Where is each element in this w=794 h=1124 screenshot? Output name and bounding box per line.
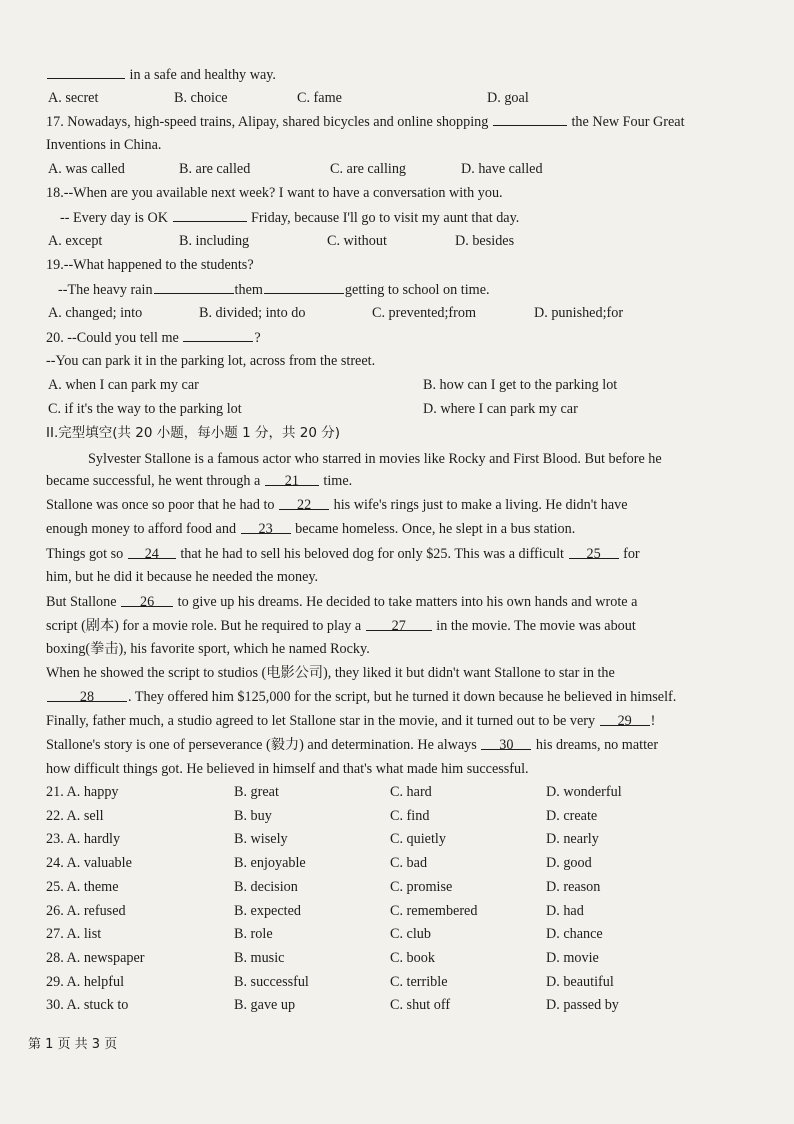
q16-options [46, 89, 754, 107]
option-row-21 [46, 783, 754, 801]
option-c: C. if it's the way to the parking lot [48, 401, 242, 417]
blank-number: 25 [586, 546, 601, 562]
option-a: 23. A. hardly [46, 831, 121, 848]
option-c: C. promise [390, 878, 453, 895]
option-c: C. find [390, 807, 430, 824]
option-a: 29. A. helpful [46, 973, 125, 990]
passage-text: time. [323, 473, 353, 489]
blank-number: 27 [391, 618, 406, 634]
q20-options-cd [46, 400, 754, 418]
passage-line [46, 712, 754, 730]
blank-number: 28 [79, 689, 95, 705]
q17-text-post: the New Four Great [571, 114, 685, 130]
blank-21 [265, 472, 319, 489]
q17-text-line2: Inventions in China. [46, 137, 162, 153]
option-d: D. chance [546, 926, 603, 943]
q17-text: 17. Nowadays, high-speed trains, Alipay, shared bicycles and online shopping [46, 114, 489, 130]
q19-line2 [58, 280, 754, 299]
option-b: B. gave up [234, 997, 296, 1014]
option-b: B. wisely [234, 831, 288, 848]
option-c: C. book [390, 949, 435, 966]
blank-25 [569, 545, 619, 562]
passage-text: enough money to afford food and [46, 521, 237, 537]
option-c: C. hard [390, 784, 432, 800]
passage-text: for [623, 546, 640, 562]
q20-text: 20. --Could you tell me [46, 330, 179, 346]
answer-blank [493, 112, 567, 126]
q19-text-post: getting to school on time. [344, 282, 490, 298]
passage-text: Stallone was once so poor that he had to [46, 497, 275, 513]
q20-text-line2: --You can park it in the parking lot, across from the street. [46, 353, 376, 369]
passage-text: in the movie. The movie was about [436, 618, 636, 634]
passage-line: how difficult things got. He believed in himself and that's what made him successful. [46, 761, 529, 777]
passage-line: boxing(拳击), his favorite sport, which he named Rocky. [46, 641, 370, 657]
passage-line [46, 520, 754, 538]
q18-line2 [60, 208, 754, 227]
option-row-25 [46, 878, 754, 896]
option-d: D. punished;for [534, 305, 624, 321]
blank-22 [279, 496, 329, 513]
blank-number: 30 [499, 737, 514, 753]
answer-blank [264, 280, 344, 294]
option-d: D. passed by [546, 997, 619, 1014]
option-d: D. create [546, 807, 598, 824]
option-b: B. expected [234, 902, 301, 919]
option-d: D. besides [455, 233, 515, 249]
option-row-30 [46, 996, 754, 1014]
option-d: D. reason [546, 878, 601, 895]
option-b: B. role [234, 926, 273, 943]
option-b: B. buy [234, 807, 272, 824]
passage-line [46, 472, 754, 490]
blank-26 [121, 593, 173, 610]
option-a: 27. A. list [46, 926, 102, 943]
option-d: D. where I can park my car [423, 401, 578, 417]
blank-29 [600, 712, 650, 729]
option-a: A. except [48, 233, 103, 249]
passage-text: But Stallone [46, 594, 117, 610]
q19-text-pre: --The heavy rain [58, 282, 153, 298]
q18-text-post: Friday, because I'll go to visit my aunt that day. [251, 210, 520, 226]
blank-23 [241, 520, 291, 537]
q16-stem [46, 65, 754, 84]
q16-text: in a safe and healthy way. [129, 67, 276, 83]
q19-text-mid: them [234, 282, 263, 298]
passage-line [46, 617, 754, 635]
page-footer: 第 1 页 共 3 页 [28, 1037, 118, 1052]
passage-text: to give up his dreams. He decided to take matters into his own hands and wrote a [177, 594, 638, 610]
option-a: 24. A. valuable [46, 855, 132, 872]
passage-line [46, 688, 754, 706]
q17-options [46, 160, 754, 178]
option-a: A. changed; into [48, 305, 143, 321]
answer-blank [47, 65, 125, 79]
passage-text: Stallone's story is one of perseverance (毅力) and determination. He always [46, 737, 477, 753]
option-a: 26. A. refused [46, 902, 126, 919]
option-a: A. secret [48, 90, 99, 106]
option-c: C. quietly [390, 831, 446, 848]
option-c: C. bad [390, 855, 428, 872]
q17-stem [46, 112, 754, 131]
option-d: D. wonderful [546, 784, 622, 800]
blank-number: 23 [258, 521, 273, 537]
option-a: 22. A. sell [46, 807, 104, 824]
passage-text: Finally, father much, a studio agreed to let Stallone star in the movie, and it turned out to be very [46, 713, 596, 729]
passage-line: him, but he did it because he needed the money. [46, 569, 319, 585]
passage-text: his dreams, no matter [535, 737, 659, 753]
option-c: C. without [327, 233, 387, 249]
option-c: C. remembered [390, 902, 478, 919]
option-a: 28. A. newspaper [46, 949, 145, 966]
option-row-22 [46, 807, 754, 825]
blank-number: 29 [617, 713, 632, 729]
option-c: C. club [390, 926, 431, 943]
option-a: 30. A. stuck to [46, 997, 129, 1014]
passage-text: Things got so [46, 546, 124, 562]
option-row-28 [46, 949, 754, 967]
passage-line [46, 496, 754, 514]
passage-text: . They offered him $125,000 for the script, but he turned it down because he believed in himself. [128, 689, 677, 705]
section-heading: II.完型填空(共 20 小题，每小题 1 分，共 20 分) [46, 425, 340, 441]
option-b: B. including [179, 233, 250, 249]
passage-text: became homeless. Once, he slept in a bus station. [295, 521, 576, 537]
option-b: B. decision [234, 878, 298, 895]
answer-blank [173, 208, 247, 222]
blank-30 [481, 736, 531, 753]
option-c: C. fame [297, 90, 342, 106]
blank-28 [47, 688, 127, 705]
option-row-29 [46, 973, 754, 991]
option-a: 25. A. theme [46, 878, 119, 895]
option-c: C. shut off [390, 997, 451, 1014]
option-row-26 [46, 902, 754, 920]
option-d: D. goal [487, 90, 529, 106]
option-b: B. successful [234, 973, 309, 990]
passage-text: script (剧本) for a movie role. But he required to play a [46, 618, 362, 634]
option-row-23 [46, 830, 754, 848]
option-b: B. great [234, 784, 279, 800]
option-b: B. how can I get to the parking lot [423, 377, 618, 393]
option-b: B. music [234, 949, 285, 966]
blank-27 [366, 617, 432, 634]
q19-text: 19.--What happened to the students? [46, 257, 254, 273]
passage-line: When he showed the script to studios (电影公司), they liked it but didn't want Stallone to star in the [46, 665, 615, 681]
blank-number: 22 [296, 497, 312, 513]
option-d: D. nearly [546, 831, 599, 848]
answer-blank [154, 280, 234, 294]
answer-blank [183, 328, 253, 342]
option-a: A. when I can park my car [48, 377, 199, 393]
option-d: D. have called [461, 161, 543, 177]
blank-number: 24 [144, 546, 159, 562]
passage-line [46, 736, 754, 754]
option-d: D. beautiful [546, 973, 614, 990]
option-b: B. choice [174, 90, 228, 106]
option-d: D. movie [546, 949, 599, 966]
q18-text: 18.--When are you available next week? I want to have a conversation with you. [46, 185, 503, 201]
option-c: C. terrible [390, 973, 448, 990]
q20-options-ab [46, 376, 754, 394]
q19-options [46, 304, 754, 322]
q20-stem [46, 328, 754, 347]
option-row-27 [46, 925, 754, 943]
blank-number: 21 [284, 473, 299, 489]
passage-line [46, 593, 754, 611]
option-c: C. prevented;from [372, 305, 477, 321]
passage-text: his wife's rings just to make a living. He didn't have [333, 497, 628, 513]
q18-options [46, 232, 754, 250]
passage-text: ! [650, 713, 656, 729]
passage-text: that he had to sell his beloved dog for only $25. This was a difficult [180, 546, 565, 562]
passage-line [46, 545, 754, 563]
option-row-24 [46, 854, 754, 872]
passage-line: Sylvester Stallone is a famous actor who starred in movies like Rocky and First Blood. But before he [88, 451, 662, 467]
q18-text-pre: -- Every day is OK [60, 210, 168, 226]
option-d: D. good [546, 855, 592, 872]
option-a: 21. A. happy [46, 784, 119, 800]
option-b: B. are called [179, 161, 251, 177]
option-a: A. was called [48, 161, 125, 177]
option-c: C. are calling [330, 161, 407, 177]
q20-text-post: ? [254, 330, 261, 346]
blank-number: 26 [140, 594, 155, 610]
option-d: D. had [546, 902, 584, 919]
option-b: B. divided; into do [199, 305, 306, 321]
option-b: B. enjoyable [234, 855, 306, 872]
passage-text: became successful, he went through a [46, 473, 261, 489]
blank-24 [128, 545, 176, 562]
